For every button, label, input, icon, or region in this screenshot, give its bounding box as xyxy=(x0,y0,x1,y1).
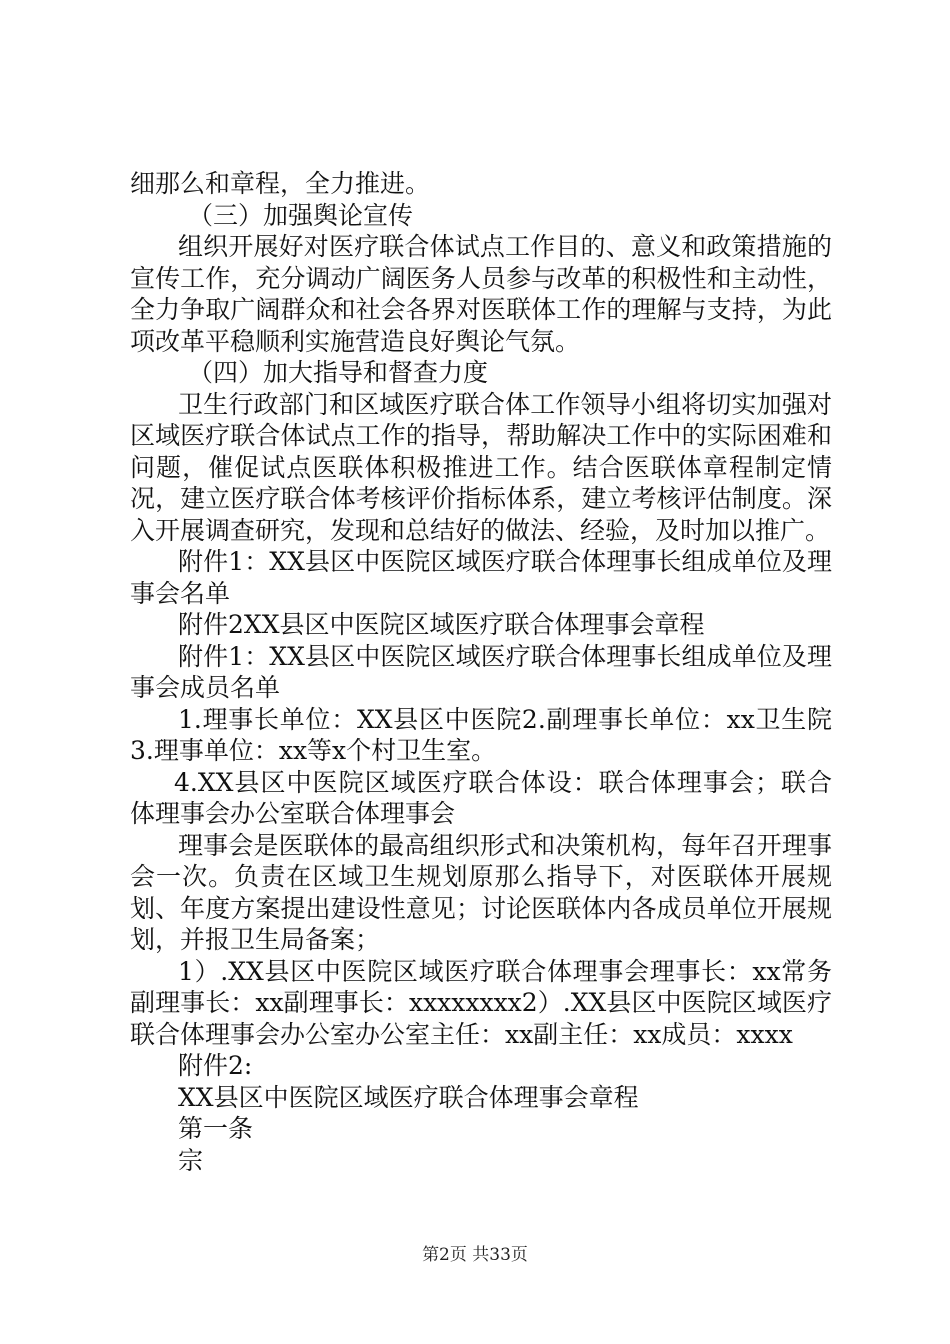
section-heading-4: （四）加大指导和督查力度 xyxy=(188,358,489,387)
paragraph-2: 组织开展好对医疗联合体试点工作目的、意义和政策措施的宣传工作，充分调动广阔医务人员参与改革的积极性和主动性，全力争取广阔群众和社会各界对医联体工作的理解与支持，为此项改革平稳顺利实施营造良好舆论气氛。 xyxy=(130,232,832,356)
organization-setup: 4.XX县区中医院区域医疗联合体设：联合体理事会；联合体理事会办公室联合体理事会 xyxy=(130,767,832,828)
article-1-purpose: 宗 xyxy=(178,1145,204,1175)
member-units: 1.理事长单位：XX县区中医院2.副理事长单位：xx卫生院3.理事单位：xx等x个村卫生室。 xyxy=(130,704,832,765)
paragraph-1: 细那么和章程，全力推进。 xyxy=(130,169,431,198)
section-heading-3: （三）加强舆论宣传 xyxy=(188,200,414,230)
article-1: 第一条 xyxy=(178,1114,254,1143)
attachment-2-line: 附件2XX县区中医院区域医疗联合体理事会章程 xyxy=(178,610,705,639)
council-description: 理事会是医联体的最高组织形式和决策机构，每年召开理事会一次。负责在区域卫生规划原那么指导下，对医联体开展规划、年度方案提出建设性意见；讨论医联体内各成员单位开展规划，并报卫生局备案； xyxy=(130,830,832,954)
council-members: 1）.XX县区中医院区域医疗联合体理事会理事长：xx常务副理事长：xx副理事长：xxxxxxxx2）.XX县区中医院区域医疗联合体理事会办公室办公室主任：xx副主任：xx成员：xxxx xyxy=(130,956,832,1049)
attachment-1-line: 附件1：XX县区中医院区域医疗联合体理事长组成单位及理事会名单 xyxy=(130,547,832,608)
attachment-1-title: 附件1：XX县区中医院区域医疗联合体理事长组成单位及理事会成员名单 xyxy=(130,641,832,702)
attachment-2-label: 附件2: xyxy=(178,1051,253,1080)
page-number-footer: 第2页 共33页 xyxy=(422,1245,528,1265)
paragraph-3: 卫生行政部门和区域医疗联合体工作领导小组将切实加强对区域医疗联合体试点工作的指导，帮助解决工作中的实际困难和问题，催促试点医联体积极推进工作。结合医联体章程制定情况，建立医疗联合体考核评价指标体系，建立考核评估制度。深入开展调查研究，发现和总结好的做法、经验，及时加以推广。 xyxy=(130,389,832,545)
charter-title: XX县区中医院区域医疗联合体理事会章程 xyxy=(178,1082,639,1112)
document-body xyxy=(130,168,832,1176)
